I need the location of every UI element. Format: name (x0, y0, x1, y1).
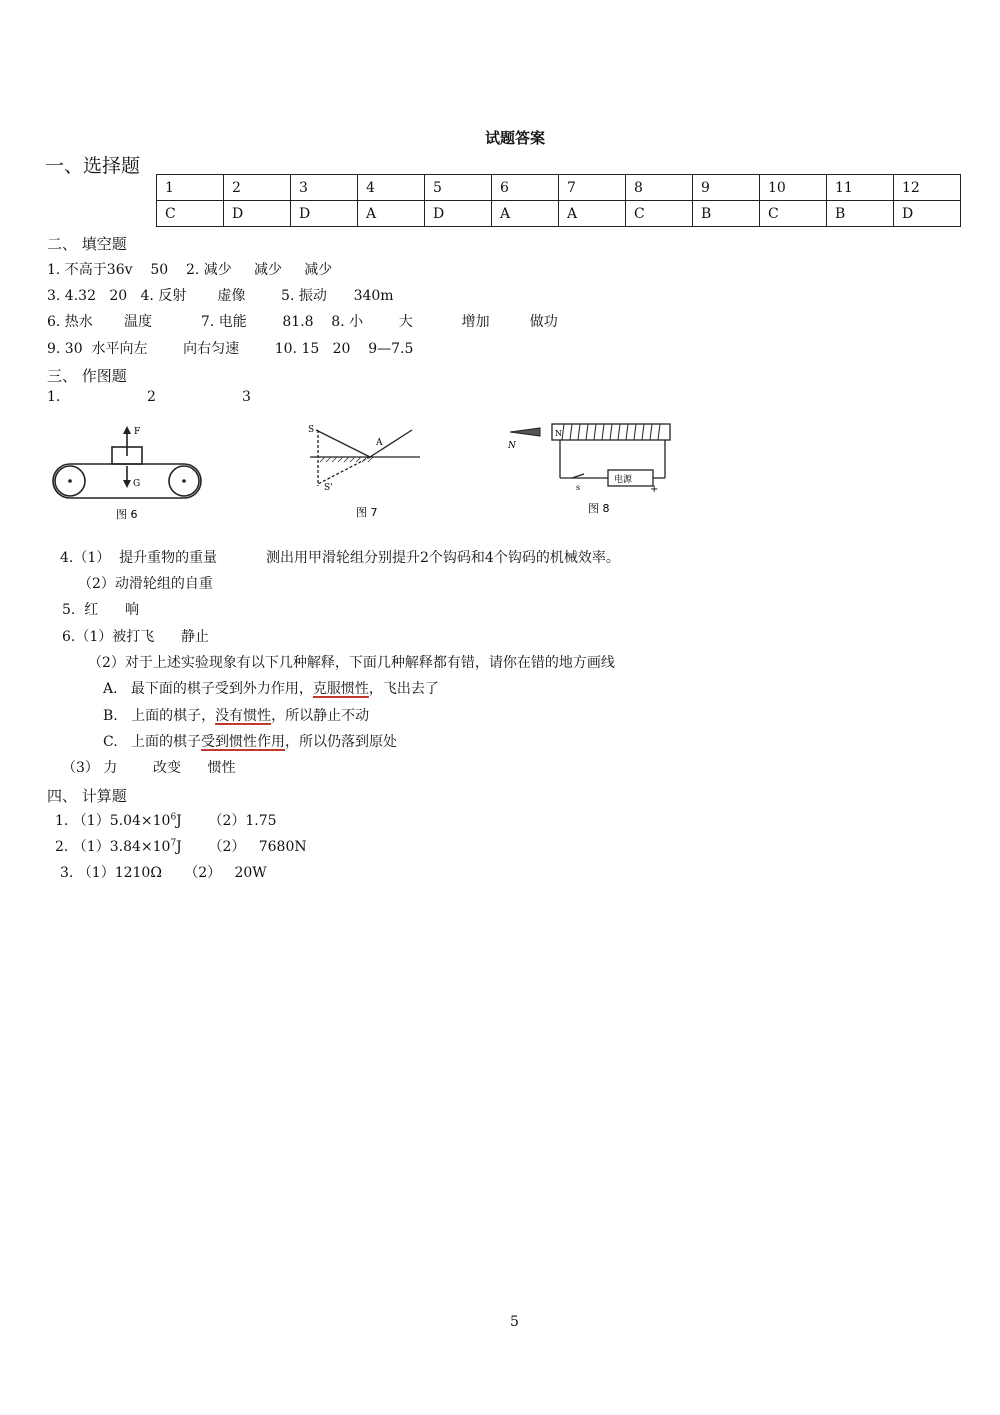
q6-line2: （2）对于上述实验现象有以下几种解释，下面几种解释都有错，请你在错的地方画线 (88, 655, 615, 671)
n-label: N (508, 441, 516, 451)
option-b-text: B. 上面的棋子， (103, 708, 216, 724)
figure-6-conveyor (44, 420, 214, 525)
reflection-lines (310, 430, 420, 486)
calc-line-1 (55, 810, 277, 830)
calc-line-2 (55, 836, 307, 856)
table-cell: B (693, 201, 760, 227)
page-title: 试题答案 (484, 129, 545, 147)
table-cell: D (224, 201, 291, 227)
q6-line1: 6.（1）被打飞 静止 (62, 629, 209, 645)
table-cell: D (425, 201, 492, 227)
table-cell: 6 (492, 175, 559, 201)
fill-line-3: 6. 热水 温度 7. 电能 81.8 8. 小 大 增加 做功 (47, 314, 558, 330)
calc-1-exponent: 6 (170, 812, 177, 823)
table-cell: A (358, 201, 425, 227)
section-fill-heading: 二、 填空题 (47, 235, 127, 253)
q6-line3: （3） 力 改变 惯性 (62, 760, 236, 776)
a-label: A (376, 438, 383, 448)
power-source-label: 电源 (614, 475, 633, 485)
table-cell: 3 (291, 175, 358, 201)
figure-7-caption: 图 7 (356, 506, 378, 519)
table-cell: 9 (693, 175, 760, 201)
fill-line-4: 9. 30 水平向左 向右匀速 10. 15 20 9—7.5 (47, 341, 414, 357)
table-cell: D (894, 201, 961, 227)
calc-2-text: 2. （1）3.84×10 (55, 839, 171, 855)
compass-needle-icon (510, 428, 540, 436)
table-cell: 12 (894, 175, 961, 201)
table-cell: A (559, 201, 626, 227)
option-c-tail: ，所以仍落到原处 (285, 734, 398, 750)
fig-number-1: 1. (47, 389, 61, 405)
figure-6-caption: 图 6 (116, 508, 138, 521)
table-cell: 2 (224, 175, 291, 201)
table-cell: C (626, 201, 693, 227)
option-a-text: A. 最下面的棋子受到外力作用， (103, 681, 313, 697)
fig-number-2: 2 (147, 389, 156, 405)
section-calc-heading: 四、 计算题 (47, 787, 127, 805)
figure-7-reflection (300, 420, 430, 525)
figure-8-circuit (500, 418, 680, 523)
answer-table (156, 174, 961, 227)
table-cell: 8 (626, 175, 693, 201)
s-label: S (308, 425, 315, 435)
mirror-hatch (320, 457, 373, 462)
coil-n-label: N (555, 429, 562, 438)
table-cell: D (291, 201, 358, 227)
switch-label: s (576, 483, 581, 492)
page-number: 5 (510, 1314, 519, 1330)
table-cell: 5 (425, 175, 492, 201)
q5-line: 5. 红 响 (62, 602, 139, 618)
option-a-tail: ，飞出去了 (368, 681, 439, 697)
option-c (103, 731, 397, 751)
table-row-numbers (157, 175, 961, 201)
table-cell: 10 (760, 175, 827, 201)
table-cell: B (827, 201, 894, 227)
option-a-underlined: 克服惯性 (312, 681, 369, 697)
calc-line-3: 3. （1）1210Ω （2） 20W (60, 865, 267, 881)
table-cell: 1 (157, 175, 224, 201)
option-b (103, 705, 369, 725)
table-cell: 11 (827, 175, 894, 201)
fill-line-2: 3. 4.32 20 4. 反射 虚像 5. 振动 340m (47, 288, 394, 304)
fill-line-1: 1. 不高于36v 50 2. 减少 减少 减少 (47, 262, 333, 278)
table-cell: A (492, 201, 559, 227)
option-b-underlined: 没有惯性 (215, 708, 272, 724)
calc-2-tail: J （2） 7680N (176, 839, 307, 855)
calc-1-text: 1. （1）5.04×10 (55, 813, 171, 829)
force-g-label: G (133, 479, 141, 489)
q4-line1-a: 4.（1） 提升重物的重量 (60, 550, 218, 566)
s-prime-label: S' (324, 483, 333, 493)
table-cell: C (157, 201, 224, 227)
option-a (103, 678, 439, 698)
q4-line2: （2）动滑轮组的自重 (78, 576, 213, 592)
coil-windings (562, 424, 660, 440)
plus-label: + (650, 484, 659, 495)
section-choice-heading: 一、选择题 (45, 155, 141, 177)
option-b-tail: ，所以静止不动 (271, 708, 370, 724)
option-c-text: C. 上面的棋子 (103, 734, 202, 750)
fig-number-3: 3 (242, 389, 251, 405)
calc-2-exponent: 7 (170, 838, 177, 849)
figure-8-caption: 图 8 (588, 502, 610, 515)
section-drawing-heading: 三、 作图题 (47, 367, 127, 385)
option-c-underlined: 受到惯性作用 (201, 734, 286, 750)
table-cell: C (760, 201, 827, 227)
table-cell: 4 (358, 175, 425, 201)
table-cell: 7 (559, 175, 626, 201)
calc-1-tail: J （2）1.75 (176, 813, 277, 829)
table-row-answers (157, 201, 961, 227)
force-f-label: F (134, 427, 141, 437)
q4-line1-b: 测出用甲滑轮组分别提升2个钩码和4个钩码的机械效率。 (266, 550, 620, 566)
